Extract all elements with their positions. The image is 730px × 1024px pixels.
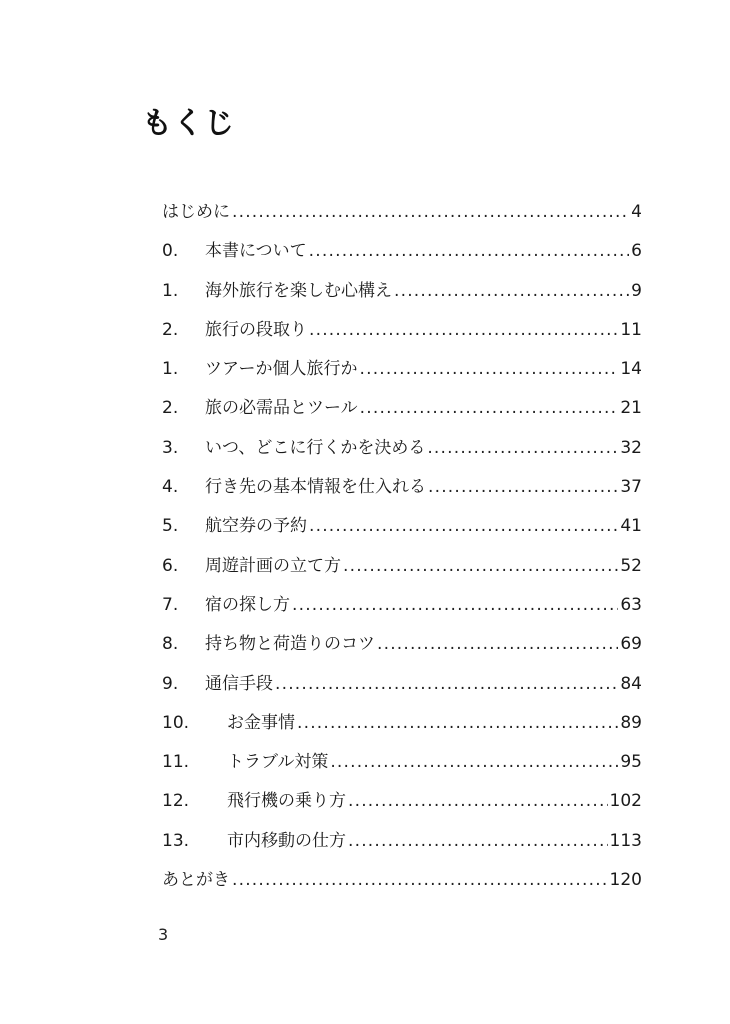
toc-entry-number: 11.	[162, 752, 190, 773]
dot-leader	[394, 276, 629, 306]
toc-entry-label: 通信手段	[205, 673, 273, 694]
toc-entry-label: 飛行機の乗り方	[227, 791, 346, 812]
toc-entry-label: 行き先の基本情報を仕入れる	[205, 477, 426, 498]
toc-entry-number: 6.	[162, 555, 179, 576]
toc-entry-page: 102	[609, 791, 642, 812]
dot-leader	[309, 511, 618, 541]
toc-entry-page: 89	[620, 712, 642, 733]
toc-entry-number: 8.	[162, 634, 179, 655]
page-title: もくじ	[142, 106, 235, 141]
dot-leader	[377, 629, 618, 659]
toc-entry-number: 7.	[162, 594, 179, 615]
toc-entry-page: 113	[609, 830, 642, 851]
toc-entry[interactable]	[162, 669, 642, 708]
toc-entry-number: 2.	[162, 398, 179, 419]
toc-entry-label: 航空券の予約	[205, 516, 307, 537]
toc-entry-page: 37	[620, 477, 642, 498]
toc-entry-page: 14	[620, 359, 642, 380]
dot-leader	[348, 786, 608, 816]
toc-entry-page: 95	[620, 752, 642, 773]
toc-entry[interactable]	[162, 354, 642, 393]
toc-entry-label: 本書について	[205, 241, 307, 262]
toc-entry-number: 2.	[162, 319, 179, 340]
toc-entry-page: 32	[620, 437, 642, 458]
dot-leader	[232, 865, 608, 895]
toc-entry-label: 旅の必需品とツール	[205, 398, 358, 419]
dot-leader	[309, 315, 618, 345]
table-of-contents	[162, 197, 642, 904]
dot-leader	[275, 669, 618, 699]
toc-entry-label: お金事情	[227, 712, 295, 733]
toc-entry-page: 4	[631, 202, 642, 222]
toc-entry[interactable]	[162, 511, 642, 550]
toc-entry-introduction[interactable]	[162, 197, 642, 236]
toc-entry-page: 52	[620, 555, 642, 576]
toc-entry-label: ツアーか個人旅行か	[205, 359, 358, 380]
toc-entry[interactable]	[162, 786, 642, 825]
dot-leader	[360, 393, 619, 423]
dot-leader	[232, 197, 629, 227]
toc-entry[interactable]	[162, 826, 642, 865]
toc-entry-number: 10.	[162, 712, 190, 733]
toc-entry-number: 3.	[162, 437, 179, 458]
toc-entry-label: 市内移動の仕方	[227, 830, 346, 851]
toc-entry-number: 5.	[162, 516, 179, 537]
toc-entry-number: 1.	[162, 359, 179, 380]
toc-entry[interactable]	[162, 708, 642, 747]
toc-entry-afterword[interactable]	[162, 865, 642, 904]
page-number: 3	[158, 925, 169, 944]
toc-entry[interactable]	[162, 551, 642, 590]
toc-entry[interactable]	[162, 276, 642, 315]
toc-entry-page: 21	[620, 398, 642, 419]
dot-leader	[428, 472, 618, 502]
toc-entry-number: 13.	[162, 830, 190, 851]
toc-entry-label: 周遊計画の立て方	[205, 555, 341, 576]
toc-entry-page: 11	[620, 319, 642, 340]
toc-entry-label: あとがき	[162, 870, 230, 891]
dot-leader	[348, 826, 608, 856]
toc-entry-label: 宿の探し方	[205, 594, 290, 615]
toc-entry[interactable]	[162, 629, 642, 668]
toc-entry-number: 0.	[162, 241, 179, 262]
dot-leader	[297, 708, 618, 738]
toc-entry-label: トラブル対策	[227, 752, 329, 773]
toc-entry-label: 海外旅行を楽しむ心構え	[205, 280, 392, 301]
toc-entry-label: いつ、どこに行くかを決める	[205, 437, 426, 458]
toc-entry-label: 旅行の段取り	[205, 319, 307, 340]
dot-leader	[343, 551, 618, 581]
toc-entry-label: はじめに	[162, 202, 230, 222]
dot-leader	[292, 590, 618, 620]
toc-entry-page: 41	[620, 516, 642, 537]
dot-leader	[330, 747, 618, 777]
toc-entry[interactable]	[162, 315, 642, 354]
toc-entry-number: 4.	[162, 477, 179, 498]
toc-entry[interactable]	[162, 590, 642, 629]
toc-entry-number: 12.	[162, 791, 190, 812]
toc-entry[interactable]	[162, 472, 642, 511]
toc-entry-page: 63	[620, 594, 642, 615]
toc-entry-number: 9.	[162, 673, 179, 694]
toc-entry-label: 持ち物と荷造りのコツ	[205, 634, 375, 655]
toc-entry-number: 1.	[162, 280, 179, 301]
dot-leader	[427, 433, 618, 463]
toc-entry-page: 6	[631, 241, 642, 262]
toc-entry[interactable]	[162, 393, 642, 432]
toc-entry[interactable]	[162, 236, 642, 275]
toc-entry[interactable]	[162, 747, 642, 786]
toc-entry[interactable]	[162, 433, 642, 472]
dot-leader	[309, 236, 630, 266]
toc-entry-page: 9	[631, 280, 642, 301]
toc-entry-page: 69	[620, 634, 642, 655]
dot-leader	[360, 354, 619, 384]
toc-entry-page: 84	[620, 673, 642, 694]
toc-entry-page: 120	[609, 870, 642, 891]
